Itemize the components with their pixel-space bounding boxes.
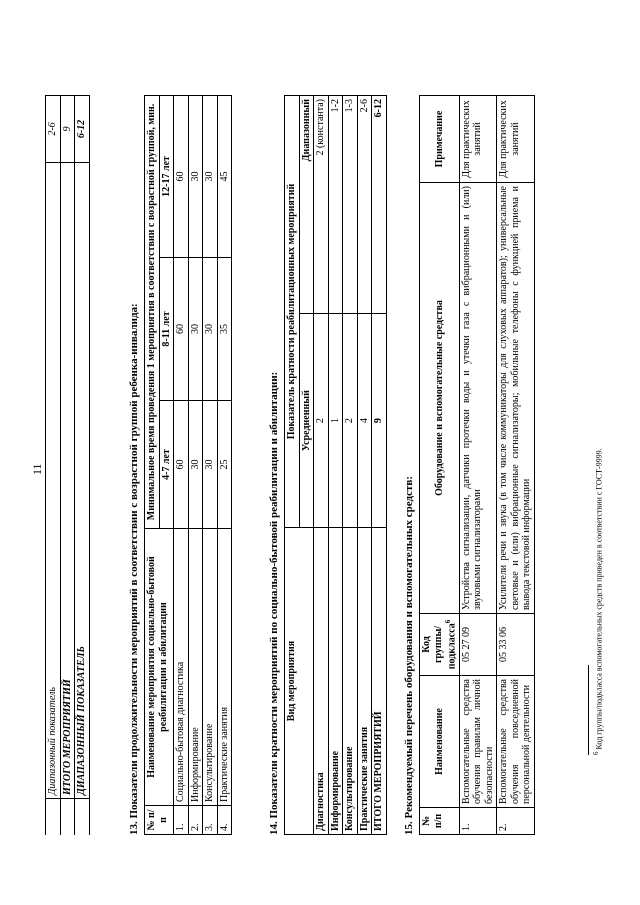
- equipment-table: [419, 95, 535, 835]
- table-row: Диагностика 2 2 (константа): [314, 96, 329, 835]
- page-number: 11: [30, 463, 44, 475]
- col-header-name: Наименование мероприятия социально-бытовой реабилитации и абилитации: [145, 529, 174, 806]
- age-group-header: 4-7 лет: [159, 401, 174, 529]
- col-header-range: Диапазонный: [299, 96, 314, 314]
- row-value: 9: [60, 96, 75, 163]
- col-header-num: № п/п: [420, 808, 460, 835]
- col-header-equipment: Оборудование и вспомогательные средства: [420, 183, 460, 614]
- table-row: [75, 96, 90, 836]
- table-row: 1. Социально-бытовая диагностика 60 60 60: [174, 96, 189, 835]
- table-row: 3. Консультирование 30 30 30: [203, 96, 218, 835]
- row-value: 2-6: [46, 96, 61, 163]
- table-row: 1. Вспомогательные средства обучения правилам личной безопасности 05 27 09 Устройства сигнализации, датчики протечки воды и утечки газа с вибрационными и (или) звуковыми сигнализаторами Для практических занятий: [459, 96, 497, 835]
- table-row: Практические занятия 4 2-6: [357, 96, 372, 835]
- section-15-title: 15. Рекомендуемый перечень оборудования и вспомогательных средств:: [403, 476, 415, 835]
- col-header-code: Код группы/подкласса$^6$: [420, 614, 460, 676]
- col-header-time: Минимальное время проведения 1 мероприятия в соответствии с возрастной группой, мин.: [145, 96, 160, 529]
- table-row: ИТОГО МЕРОПРИЯТИЙ 9 6-12: [372, 96, 387, 835]
- age-group-header: 8-11 лет: [159, 257, 174, 400]
- top-continuation-table: [45, 95, 90, 835]
- table-row: 4. Практические занятия 25 35 45: [217, 96, 232, 835]
- table-row: Информирование 1 1-2: [328, 96, 343, 835]
- age-group-header: 12-17 лет: [159, 96, 174, 258]
- table-row: [46, 96, 61, 836]
- col-header-name: Наименование: [420, 676, 460, 808]
- row-label: ДИАПАЗОННЫЙ ПОКАЗАТЕЛЬ: [75, 163, 90, 799]
- col-header-type: Вид мероприятия: [285, 528, 314, 835]
- table-row: 2. Информирование 30 30 30: [188, 96, 203, 835]
- table-row: Консультирование 2 1-3: [343, 96, 358, 835]
- col-header-group: Показатель кратности реабилитационных мероприятий: [285, 96, 300, 528]
- col-header-note: Примечание: [420, 96, 460, 183]
- duration-table: [144, 95, 232, 835]
- footnote: $^6$ Код группы/подкласса вспомогательных средств приведен в соответствии с ГОСТ-9999.: [592, 448, 604, 755]
- row-label: ИТОГО МЕРОПРИЯТИЙ: [60, 163, 75, 799]
- footnote-separator: [588, 665, 589, 755]
- col-header-avg: Усредненный: [299, 314, 314, 528]
- table-row: [60, 96, 75, 836]
- frequency-table: [284, 95, 387, 835]
- section-14-title: 14. Показатели кратности мероприятий по социально-бытовой реабилитации и абилитации:: [268, 371, 280, 835]
- col-header-num: № п/п: [145, 806, 174, 835]
- row-label: Диапазонный показатель: [46, 163, 61, 799]
- table-row: 2. Вспомогательные средства обучения повседневной персональной деятельности 05 33 06 Усилители речи и звука (в том числе коммуникаторы для слуховых аппаратов); универсальные световые и (или) вибрационные сигнализаторы; мобильные телефоны с функцией приема и вывода текстовой информации Для практических занятий: [497, 96, 535, 835]
- section-13-title: 13. Показатели продолжительности мероприятий в соответствии с возрастной группой ребенка-инвалида:: [128, 303, 140, 835]
- row-value: 6-12: [75, 96, 90, 163]
